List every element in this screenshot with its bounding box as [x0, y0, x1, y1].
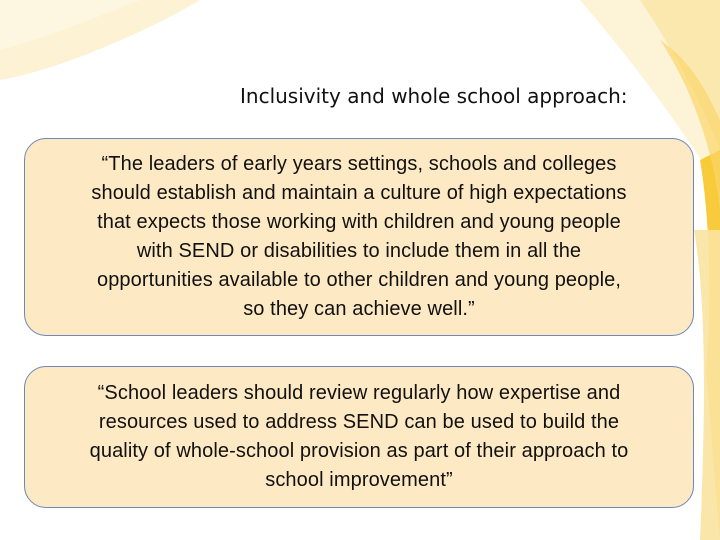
quote-text-2: “School leaders should review regularly how expertise and resources used to address SEND can be used to build the quality of whole-school provision as part of their approach to school improvement”	[89, 382, 629, 491]
quote-box-1	[24, 138, 694, 336]
slide-heading: Inclusivity and whole school approach:	[240, 84, 628, 108]
quote-text-1: “The leaders of early years settings, schools and colleges should establish and maintain a culture of high expectations that expects those working with children and young people with SEND or disabilities to include them in all the opportunities available to other children and young people, so they can achieve well.”	[91, 153, 627, 320]
quote-box-2	[24, 366, 694, 508]
